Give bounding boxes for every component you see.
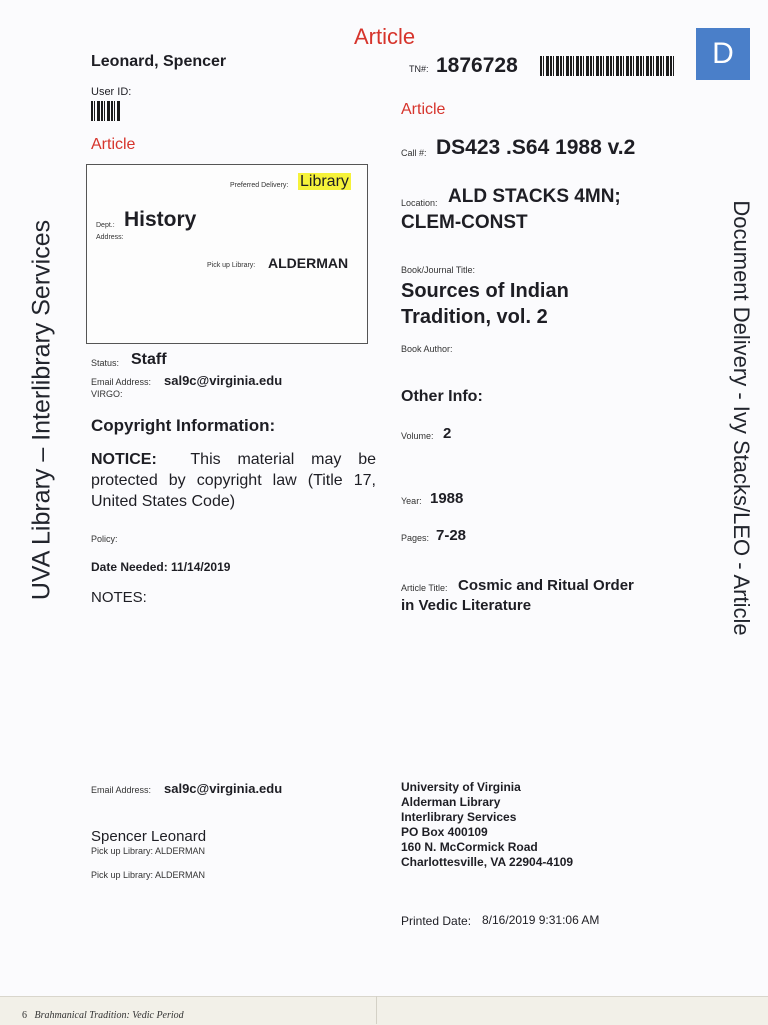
book-author-label: Book Author: xyxy=(401,344,453,354)
year-label: Year: xyxy=(401,496,422,506)
bottom-email-value: sal9c@virginia.edu xyxy=(164,781,283,796)
email-value: sal9c@virginia.edu xyxy=(164,373,283,388)
book-title-label: Book/Journal Title: xyxy=(401,265,476,275)
notes-label: NOTES: xyxy=(91,589,147,606)
printed-date-label: Printed Date: xyxy=(401,914,472,928)
article-title-line1: Cosmic and Ritual Order xyxy=(458,577,634,594)
return-address-line-2: Alderman Library xyxy=(401,795,501,809)
article-title-line2: in Vedic Literature xyxy=(401,597,532,614)
date-needed: Date Needed: 11/14/2019 xyxy=(91,560,231,574)
delivery-badge: D xyxy=(696,28,750,80)
return-address-line-5: 160 N. McCormick Road xyxy=(401,840,538,854)
email-label: Email Address: xyxy=(91,377,152,387)
tn-number: 1876728 xyxy=(436,54,518,77)
call-number: DS423 .S64 1988 v.2 xyxy=(436,136,636,159)
article-title-label: Article Title: xyxy=(401,583,448,593)
pickup-library-label: Pick up Library: xyxy=(207,262,256,269)
book-gutter xyxy=(376,996,377,1024)
copyright-heading: Copyright Information: xyxy=(91,416,276,435)
preferred-delivery-label: Preferred Delivery: xyxy=(230,182,289,189)
left-vertical-banner: UVA Library – Interlibrary Services xyxy=(27,219,56,601)
user-id-label: User ID: xyxy=(91,86,132,98)
year-value: 1988 xyxy=(430,490,464,507)
location-line1: ALD STACKS 4MN; xyxy=(448,186,621,207)
call-number-label: Call #: xyxy=(401,148,427,158)
virgo-label: VIRGO: xyxy=(91,389,123,399)
tn-label: TN#: xyxy=(409,64,429,74)
book-title-line2: Tradition, vol. 2 xyxy=(401,306,548,328)
left-article-label: Article xyxy=(91,136,136,153)
right-article-label: Article xyxy=(401,101,446,118)
bottom-pickup-2: Pick up Library: ALDERMAN xyxy=(91,870,206,880)
dept-label: Dept.: xyxy=(96,222,115,229)
policy-label: Policy: xyxy=(91,534,118,544)
preferred-delivery-highlight: Library xyxy=(300,173,349,190)
return-address-line-6: Charlottesville, VA 22904-4109 xyxy=(401,855,574,869)
user-id-barcode xyxy=(91,101,121,121)
slip-type-title: Article xyxy=(354,24,416,49)
copyright-notice xyxy=(91,449,376,512)
dept-value: History xyxy=(124,208,197,231)
volume-value: 2 xyxy=(443,425,452,442)
printed-date-value: 8/16/2019 9:31:06 AM xyxy=(482,913,600,927)
bottom-pickup-1: Pick up Library: ALDERMAN xyxy=(91,846,206,856)
return-address-line-3: Interlibrary Services xyxy=(401,810,517,824)
return-address-line-1: University of Virginia xyxy=(401,780,521,794)
preferred-delivery-value xyxy=(298,173,351,191)
pages-value: 7-28 xyxy=(436,527,467,544)
address-label: Address: xyxy=(96,234,124,241)
book-title-line1: Sources of Indian xyxy=(401,280,569,302)
bottom-patron-name: Spencer Leonard xyxy=(91,828,207,845)
notice-label: NOTICE: xyxy=(91,451,157,468)
page-number: 6 xyxy=(22,1010,27,1021)
status-value: Staff xyxy=(131,351,167,368)
other-info-label: Other Info: xyxy=(401,388,483,405)
notice-text: This material may be protected by copyright law (Title 17, United States Code) xyxy=(91,451,376,510)
return-address-line-4: PO Box 400109 xyxy=(401,825,488,839)
patron-name: Leonard, Spencer xyxy=(91,53,227,70)
status-label: Status: xyxy=(91,358,120,368)
pickup-library-value: ALDERMAN xyxy=(268,255,349,271)
running-title: Brahmanical Tradition: Vedic Period xyxy=(34,1010,184,1021)
location-line2: CLEM-CONST xyxy=(401,212,528,233)
volume-label: Volume: xyxy=(401,431,434,441)
tn-barcode xyxy=(540,56,676,76)
location-label: Location: xyxy=(401,198,438,208)
pages-label: Pages: xyxy=(401,533,430,543)
bottom-email-label: Email Address: xyxy=(91,785,152,795)
delivery-box xyxy=(86,164,368,344)
running-footer xyxy=(22,1010,184,1021)
right-vertical-banner: Document Delivery - Ivy Stacks/LEO - Article xyxy=(729,200,754,636)
